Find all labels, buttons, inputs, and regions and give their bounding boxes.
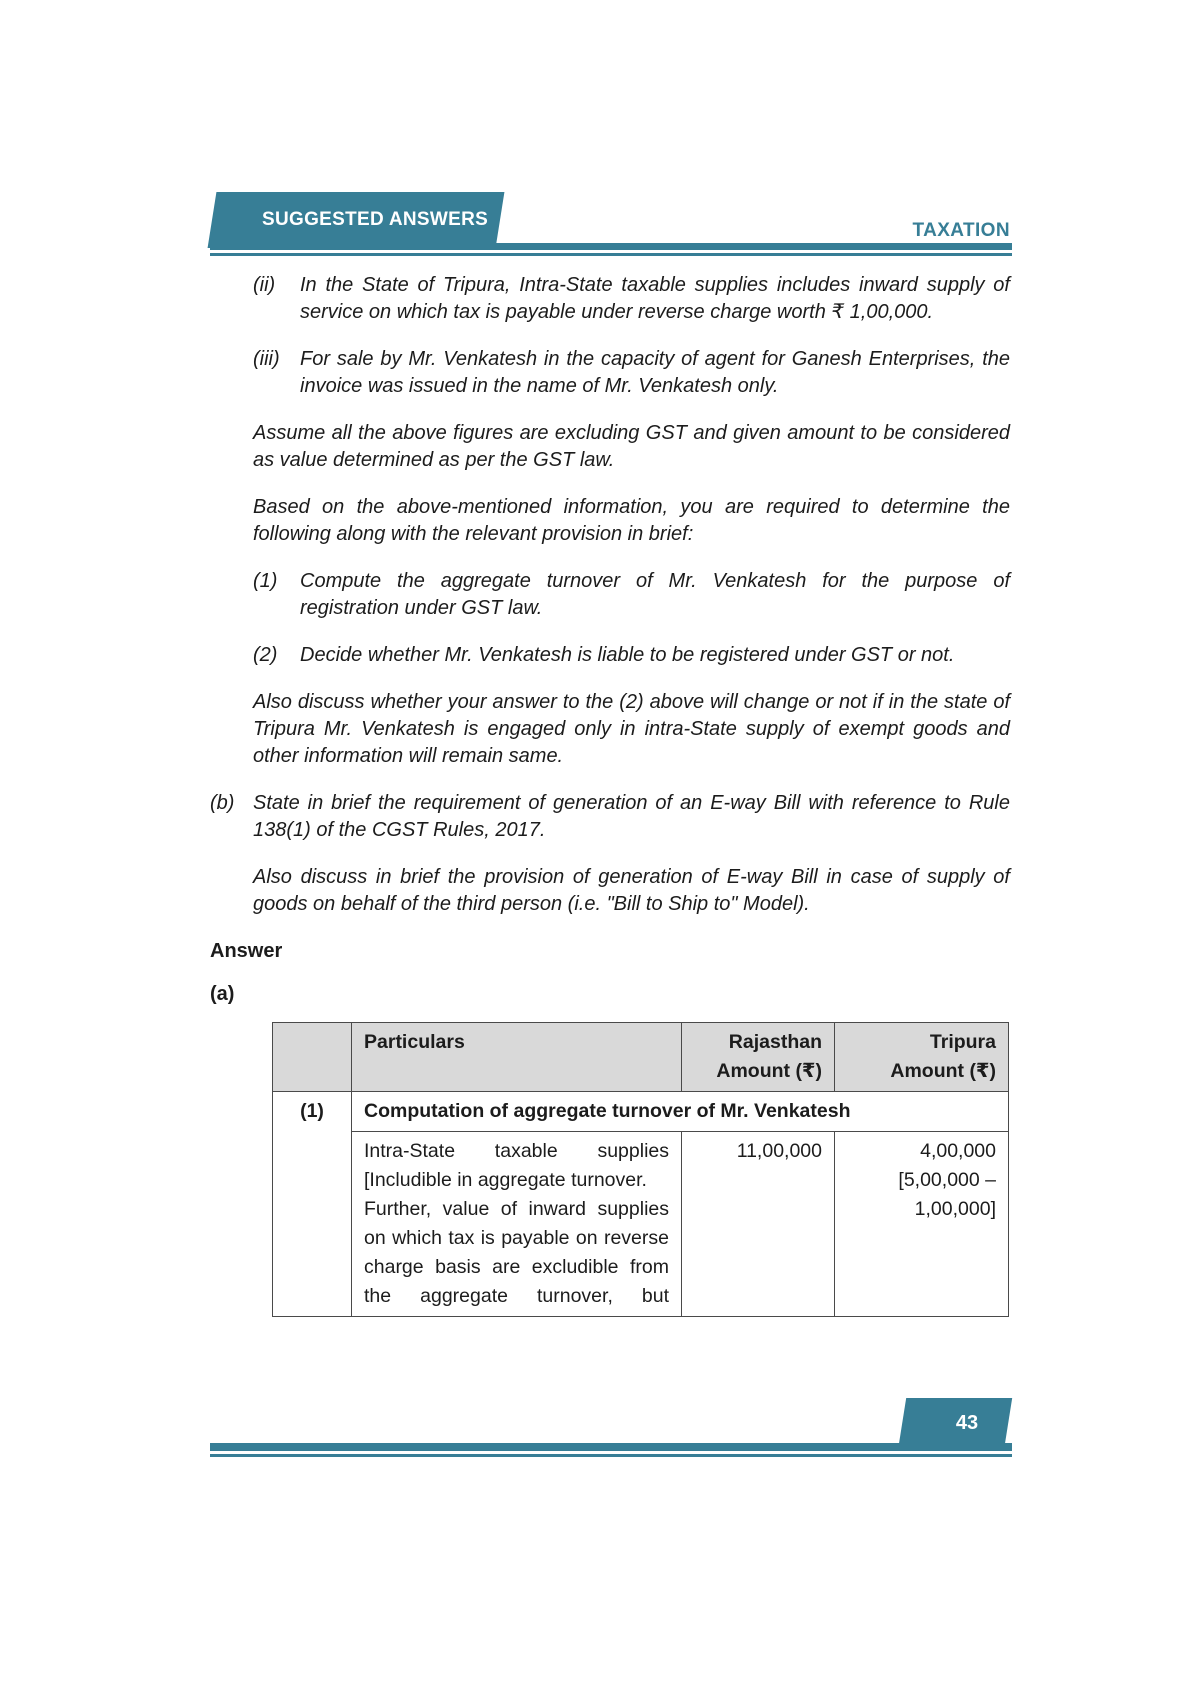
question-item-2	[253, 642, 1010, 669]
footer-rule-thin	[210, 1454, 1012, 1457]
banner-label: SUGGESTED ANSWERS	[262, 209, 489, 230]
tripura-amount-line2: [5,00,000 –	[898, 1169, 996, 1191]
header-cell-rajasthan	[682, 1023, 835, 1092]
table-header-row	[273, 1023, 1009, 1092]
item-text: In the State of Tripura, Intra-State taxable supplies includes inward supply of service on which tax is payable under reverse charge worth ₹ 1,00,000.	[300, 274, 1010, 323]
tripura-amount-line3: 1,00,000]	[914, 1198, 996, 1220]
paragraph-also-change: Also discuss whether your answer to the (2) above will change or not if in the state of Tripura Mr. Venkatesh is engaged only in intra-State supply of exempt goods and other information will remain same.	[253, 691, 1010, 767]
item-label: (ii)	[253, 274, 276, 296]
header-rule-thin	[210, 253, 1012, 256]
table-row-title	[273, 1092, 1009, 1132]
answer-table	[272, 1022, 1009, 1317]
page-content	[210, 272, 1010, 1317]
particulars-paragraph-1: Intra-State taxable supplies [Includible in aggregate turnover.	[364, 1140, 669, 1191]
particulars-paragraph-2: Further, value of inward supplies on which tax is payable on reverse charge basis are excludible from the aggregate turnover, but	[364, 1198, 669, 1307]
item-label: (iii)	[253, 348, 280, 370]
cell-particulars	[352, 1132, 682, 1317]
tripura-amount-line1: 4,00,000	[920, 1140, 996, 1162]
subject-label: TAXATION	[912, 220, 1010, 241]
header-cell-particulars: Particulars	[352, 1023, 682, 1092]
cell-computation-title: Computation of aggregate turnover of Mr. Venkatesh	[352, 1092, 1009, 1132]
question-item-1	[253, 568, 1010, 622]
item-label: (b)	[210, 792, 235, 814]
page-number: 43	[955, 1412, 979, 1434]
cell-tripura-amount	[835, 1132, 1009, 1317]
header-rajasthan-line2: Amount (₹)	[716, 1060, 822, 1082]
question-item-ii	[253, 272, 1010, 326]
paragraph-assume: Assume all the above figures are excluding GST and given amount to be considered as value determined as per the GST law.	[253, 422, 1010, 471]
item-text: State in brief the requirement of generation of an E-way Bill with reference to Rule 138(1) of the CGST Rules, 2017.	[253, 792, 1010, 841]
table-row-detail	[273, 1132, 1009, 1317]
item-label: (1)	[253, 570, 278, 592]
paragraph-also-eway: Also discuss in brief the provision of generation of E-way Bill in case of supply of goods on behalf of the third person (i.e. "Bill to Ship to" Model).	[253, 866, 1010, 915]
header-tripura-line2: Amount (₹)	[890, 1060, 996, 1082]
answer-heading: Answer	[210, 940, 283, 962]
header-tripura-line1: Tripura	[929, 1031, 996, 1053]
paragraph-based: Based on the above-mentioned information, you are required to determine the following along with the relevant provision in brief:	[253, 496, 1010, 545]
item-text: Compute the aggregate turnover of Mr. Venkatesh for the purpose of registration under GST law.	[300, 570, 1010, 619]
item-label: (2)	[253, 644, 278, 666]
cell-serial-number: (1)	[273, 1092, 352, 1317]
header-cell-num	[273, 1023, 352, 1092]
header-cell-tripura	[835, 1023, 1009, 1092]
cell-rajasthan-amount: 11,00,000	[682, 1132, 835, 1317]
header-rajasthan-line1: Rajasthan	[728, 1031, 822, 1053]
question-item-b	[210, 790, 1010, 844]
footer-rule-thick	[210, 1443, 1012, 1451]
question-item-iii	[253, 346, 1010, 400]
answer-part-label: (a)	[210, 983, 235, 1005]
item-text: Decide whether Mr. Venkatesh is liable to be registered under GST or not.	[300, 644, 955, 666]
header-banner	[208, 192, 505, 248]
item-text: For sale by Mr. Venkatesh in the capacity of agent for Ganesh Enterprises, the invoice was issued in the name of Mr. Venkatesh only.	[300, 348, 1010, 397]
